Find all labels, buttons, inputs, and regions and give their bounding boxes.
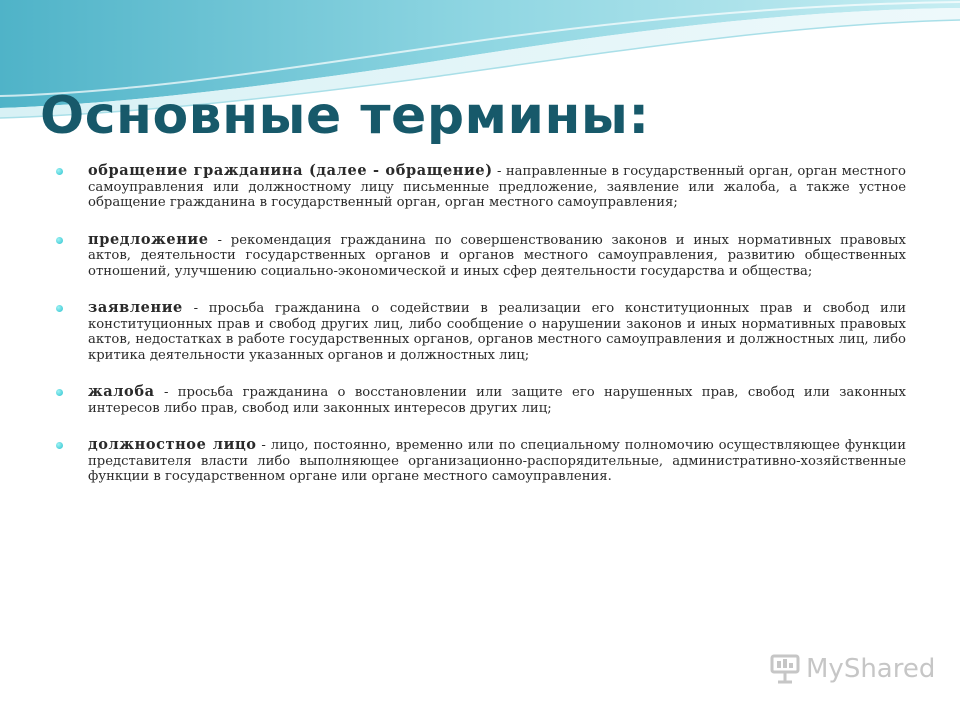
term-name: обращение гражданина (далее - обращение) — [88, 162, 493, 179]
bullet-icon — [56, 168, 63, 175]
term-name: должностное лицо — [88, 436, 257, 453]
term-definition: - направленные в государственный орган, орган местного самоуправления или должностному лицу письменные предложение, заявление или жалоба, а также устное обращение гражданина в государственный орган, орган местного самоуправления; — [88, 164, 906, 210]
terms-list — [56, 163, 906, 485]
term-name: заявление — [88, 299, 183, 316]
term-definition: - просьба гражданина о содействии в реализации его конституционных прав и свобод или конституционных прав и свобод других лиц, либо сообщение о нарушении законов и иных нормативных правовых актов, недостатках в работе государственных органов, органов местного самоуправления и должностных лиц, либо критика деятельности указанных органов и должностных лиц; — [88, 301, 906, 363]
term-definition: - просьба гражданина о восстановлении или защите его нарушенных прав, свобод или законных интересов либо прав, свобод или законных интересов других лиц; — [88, 385, 906, 416]
list-item — [56, 163, 906, 211]
bullet-icon — [56, 237, 63, 244]
list-item — [56, 300, 906, 363]
watermark-logo — [768, 652, 935, 686]
slide-title: Основные термины: — [40, 86, 650, 146]
watermark-text: MyShared — [806, 654, 936, 684]
bullet-icon — [56, 442, 63, 449]
list-item — [56, 232, 906, 280]
term-name: предложение — [88, 230, 209, 248]
list-item — [56, 437, 906, 485]
term-definition: - лицо, постоянно, временно или по специальному полномочию осуществляющее функции представителя власти либо выполняющее организационно-распорядительные, административно-хозяйственные функции в государственном органе или органе местного самоуправления. — [88, 438, 906, 484]
bullet-icon — [56, 305, 63, 312]
list-item — [56, 384, 906, 416]
term-name: жалоба — [88, 383, 155, 400]
term-definition: - рекомендация гражданина по совершенствованию законов и иных нормативных правовых актов, деятельности государственных органов и органов местного самоуправления, развитию общественных отношений, улучшению социально-экономической и иных сфер деятельности государства и общества; — [88, 232, 906, 279]
bullet-icon — [56, 389, 63, 396]
presentation-board-icon — [768, 652, 802, 686]
